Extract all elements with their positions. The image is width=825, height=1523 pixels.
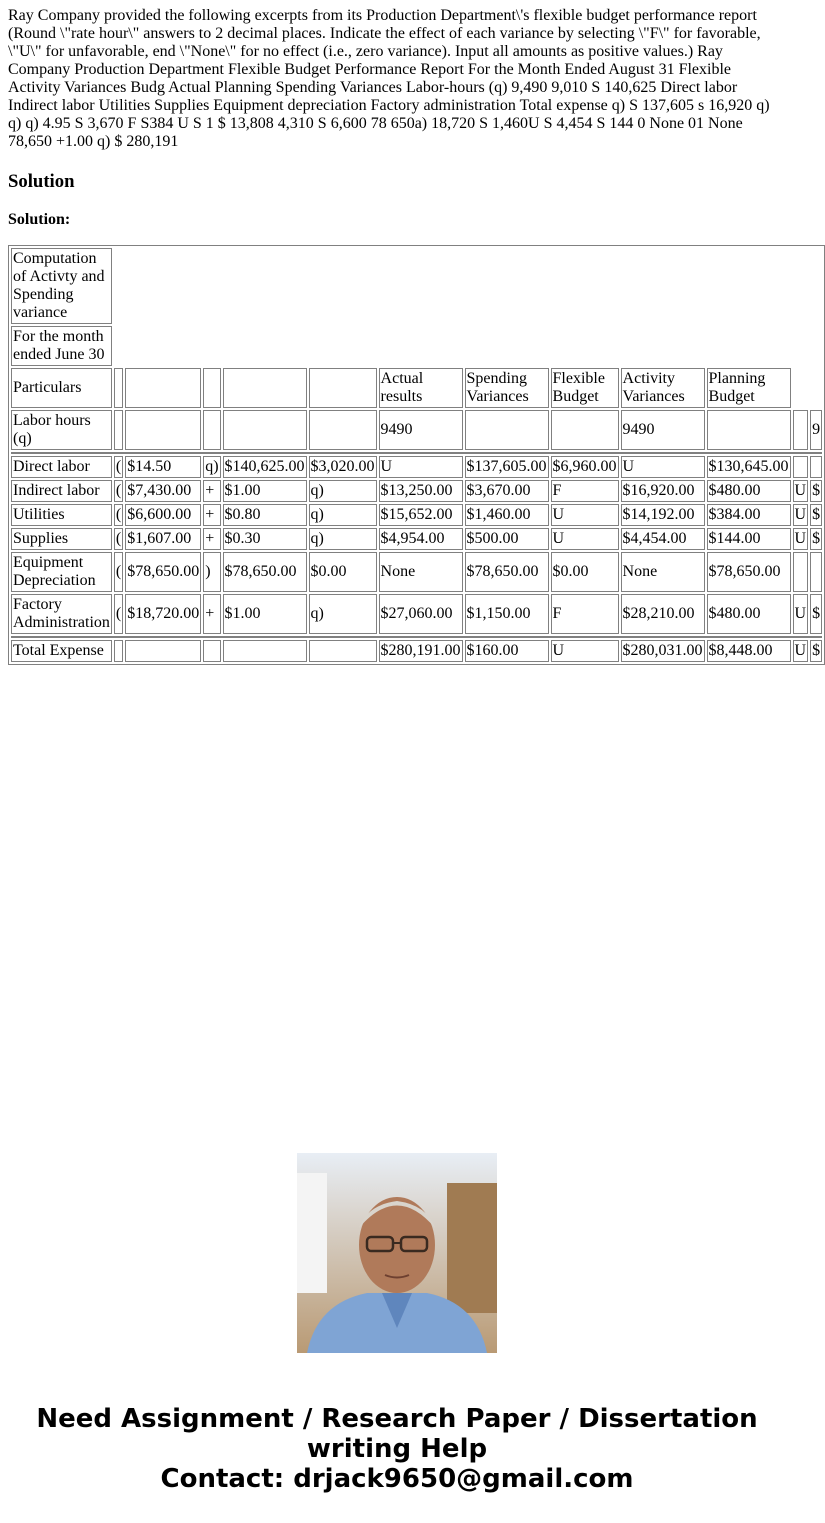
total-activity: $8,448.00 <box>707 640 791 662</box>
table-cell <box>551 410 619 450</box>
labor-hours-row <box>11 410 822 450</box>
total-tail: $ <box>810 640 822 662</box>
table-cell <box>11 452 822 454</box>
cell-tail: $ <box>810 594 822 634</box>
cell-flexible: $78,650.00 <box>465 552 549 592</box>
table-cell <box>125 368 201 408</box>
cell-planning: $130,645.00 <box>707 456 791 478</box>
cell-spending-effect: $15,652.00 <box>379 504 463 526</box>
table-cell <box>309 640 377 662</box>
cell-spending: $3,020.00 <box>309 456 377 478</box>
cell-open: ( <box>114 594 123 634</box>
table-title: Computation of Activty and Spending variance <box>11 248 112 324</box>
cell-op: q) <box>203 456 220 478</box>
question-text: Ray Company provided the following excerpts from its Production Department\'s flexible budget performance report (Round \"rate hour\" answers to 2 decimal places. Indicate the effect of each variance by selecting \"F\" for favorable, \"U\" for unfavorable, end \"None\" for no effect (i.e., zero variance). Input all amounts as positive values.) Ray Company Production Department Flexible Budget Performance Report For the Month Ended August 31 Flexible Activity Variances Budg Actual Planning Spending Variances Labor-hours (q) 9,490 9,010 S 140,625 Direct labor Indirect labor Utilities Supplies Equipment depreciation Factory administration Total expense q) S 137,605 s 16,920 q) q) q) 4.95 S 3,670 F S384 U S 1 $ 13,808 4,310 S 6,600 78 650a) 18,720 S 1,460U S 4,454 S 144 0 None 01 None 78,650 +1.00 q) $ 280,191 <box>8 7 770 150</box>
cell-tail-effect <box>793 456 809 478</box>
cell-tail: $ <box>810 528 822 550</box>
cell-planning: $384.00 <box>707 504 791 526</box>
table-row <box>11 456 822 478</box>
solution-table <box>8 245 825 665</box>
table-cell <box>125 640 201 662</box>
cell-activity-effect: $4,454.00 <box>621 528 705 550</box>
total-flexible: $280,031.00 <box>621 640 705 662</box>
cell-open: ( <box>114 456 123 478</box>
cell-open: ( <box>114 480 123 502</box>
cell-flexible: $500.00 <box>465 528 549 550</box>
table-cell <box>309 410 377 450</box>
author-avatar <box>297 1153 497 1353</box>
cell-spending: $0.00 <box>309 552 377 592</box>
header-activity: Activity Variances <box>621 368 705 408</box>
table-cell <box>309 368 377 408</box>
total-label: Total Expense <box>11 640 112 662</box>
total-activity-effect: U <box>793 640 809 662</box>
header-flexible: Flexible Budget <box>551 368 619 408</box>
cell-activity-effect: $16,920.00 <box>621 480 705 502</box>
cell-fixed: $1,607.00 <box>125 528 201 550</box>
table-row <box>11 552 822 592</box>
footer-line: Need Assignment / Research Paper / Dissertation <box>36 1404 758 1434</box>
cell-flexible: $1,460.00 <box>465 504 549 526</box>
cell-variable: $0.80 <box>223 504 307 526</box>
cell-spending: q) <box>309 594 377 634</box>
table-header-row <box>11 368 822 408</box>
author-photo <box>297 1153 497 1353</box>
cell-open: ( <box>114 552 123 592</box>
table-cell <box>114 410 123 450</box>
cell-activity: $6,960.00 <box>551 456 619 478</box>
footer-line: writing Help <box>306 1434 488 1464</box>
header-particulars: Particulars <box>11 368 112 408</box>
cell-label: Factory Administration <box>11 594 112 634</box>
table-cell <box>203 368 220 408</box>
table-row <box>11 248 822 324</box>
total-row <box>11 640 822 662</box>
spacer-row <box>11 452 822 454</box>
cell-variable: $78,650.00 <box>223 552 307 592</box>
cell-tail <box>810 552 822 592</box>
cell-activity-effect: U <box>621 456 705 478</box>
table-cell <box>793 410 809 450</box>
table-cell <box>114 368 123 408</box>
table-period: For the month ended June 30 <box>11 326 112 366</box>
total-actual: $280,191.00 <box>379 640 463 662</box>
cell-fixed: $14.50 <box>125 456 201 478</box>
cell-open: ( <box>114 504 123 526</box>
table-cell <box>223 368 307 408</box>
cell-fixed: $78,650.00 <box>125 552 201 592</box>
cell-fixed: $18,720.00 <box>125 594 201 634</box>
table-cell <box>114 640 123 662</box>
cell-activity: F <box>551 480 619 502</box>
table-cell <box>203 410 220 450</box>
cell-spending: q) <box>309 504 377 526</box>
cell-activity-effect: $28,210.00 <box>621 594 705 634</box>
table-row <box>11 504 822 526</box>
cell-tail: $ <box>810 480 822 502</box>
table-cell <box>707 410 791 450</box>
table-cell <box>203 640 220 662</box>
cell-op: + <box>203 528 220 550</box>
cell-variable: $140,625.00 <box>223 456 307 478</box>
cell-activity: F <box>551 594 619 634</box>
cell-op: + <box>203 594 220 634</box>
solution-heading: Solution <box>8 171 75 192</box>
cell-activity-effect: None <box>621 552 705 592</box>
cell-planning: $480.00 <box>707 480 791 502</box>
spacer-row <box>11 636 822 638</box>
cell-label: Equipment Depreciation <box>11 552 112 592</box>
cell-flexible: $137,605.00 <box>465 456 549 478</box>
table-row <box>11 480 822 502</box>
total-spending: $160.00 <box>465 640 549 662</box>
total-spending-effect: U <box>551 640 619 662</box>
cell-spending: q) <box>309 480 377 502</box>
cell-op: + <box>203 480 220 502</box>
cell-activity: U <box>551 528 619 550</box>
table-cell <box>223 410 307 450</box>
cell-fixed: $6,600.00 <box>125 504 201 526</box>
table-row <box>11 326 822 366</box>
cell-flexible: $1,150.00 <box>465 594 549 634</box>
footer-contact: Contact: drjack9650@gmail.com <box>160 1464 634 1494</box>
table-cell <box>223 640 307 662</box>
table-row <box>11 594 822 634</box>
table-cell <box>125 410 201 450</box>
cell-open: ( <box>114 528 123 550</box>
solution-table-container <box>8 245 821 659</box>
labor-hours-flexible: 9490 <box>621 410 705 450</box>
cell-fixed: $7,430.00 <box>125 480 201 502</box>
cell-label: Supplies <box>11 528 112 550</box>
cell-activity-effect: $14,192.00 <box>621 504 705 526</box>
cell-op: + <box>203 504 220 526</box>
labor-hours-actual: 9490 <box>379 410 463 450</box>
cell-flexible: $3,670.00 <box>465 480 549 502</box>
cell-label: Utilities <box>11 504 112 526</box>
cell-tail-effect <box>793 552 809 592</box>
cell-tail <box>810 456 822 478</box>
cell-spending: q) <box>309 528 377 550</box>
cell-spending-effect: $13,250.00 <box>379 480 463 502</box>
table-row <box>11 528 822 550</box>
cell-activity: U <box>551 504 619 526</box>
labor-hours-planning: 9 <box>810 410 822 450</box>
cell-planning: $78,650.00 <box>707 552 791 592</box>
cell-tail-effect: U <box>793 594 809 634</box>
header-planning: Planning Budget <box>707 368 791 408</box>
cell-variable: $0.30 <box>223 528 307 550</box>
cell-spending-effect: $27,060.00 <box>379 594 463 634</box>
cell-tail: $ <box>810 504 822 526</box>
solution-label: Solution: <box>8 211 71 228</box>
cell-planning: $144.00 <box>707 528 791 550</box>
header-spending: Spending Variances <box>465 368 549 408</box>
cell-label: Indirect labor <box>11 480 112 502</box>
table-cell <box>465 410 549 450</box>
cell-variable: $1.00 <box>223 594 307 634</box>
cell-planning: $480.00 <box>707 594 791 634</box>
table-cell <box>11 636 822 638</box>
cell-spending-effect: None <box>379 552 463 592</box>
promo-footer <box>0 1404 794 1494</box>
cell-tail-effect: U <box>793 504 809 526</box>
cell-op: ) <box>203 552 220 592</box>
expense-rows <box>11 456 822 634</box>
cell-activity: $0.00 <box>551 552 619 592</box>
cell-label: Direct labor <box>11 456 112 478</box>
cell-tail-effect: U <box>793 480 809 502</box>
cell-spending-effect: $4,954.00 <box>379 528 463 550</box>
header-actual: Actual results <box>379 368 463 408</box>
cell-variable: $1.00 <box>223 480 307 502</box>
cell-tail-effect: U <box>793 528 809 550</box>
labor-hours-label: Labor hours (q) <box>11 410 112 450</box>
cell-spending-effect: U <box>379 456 463 478</box>
